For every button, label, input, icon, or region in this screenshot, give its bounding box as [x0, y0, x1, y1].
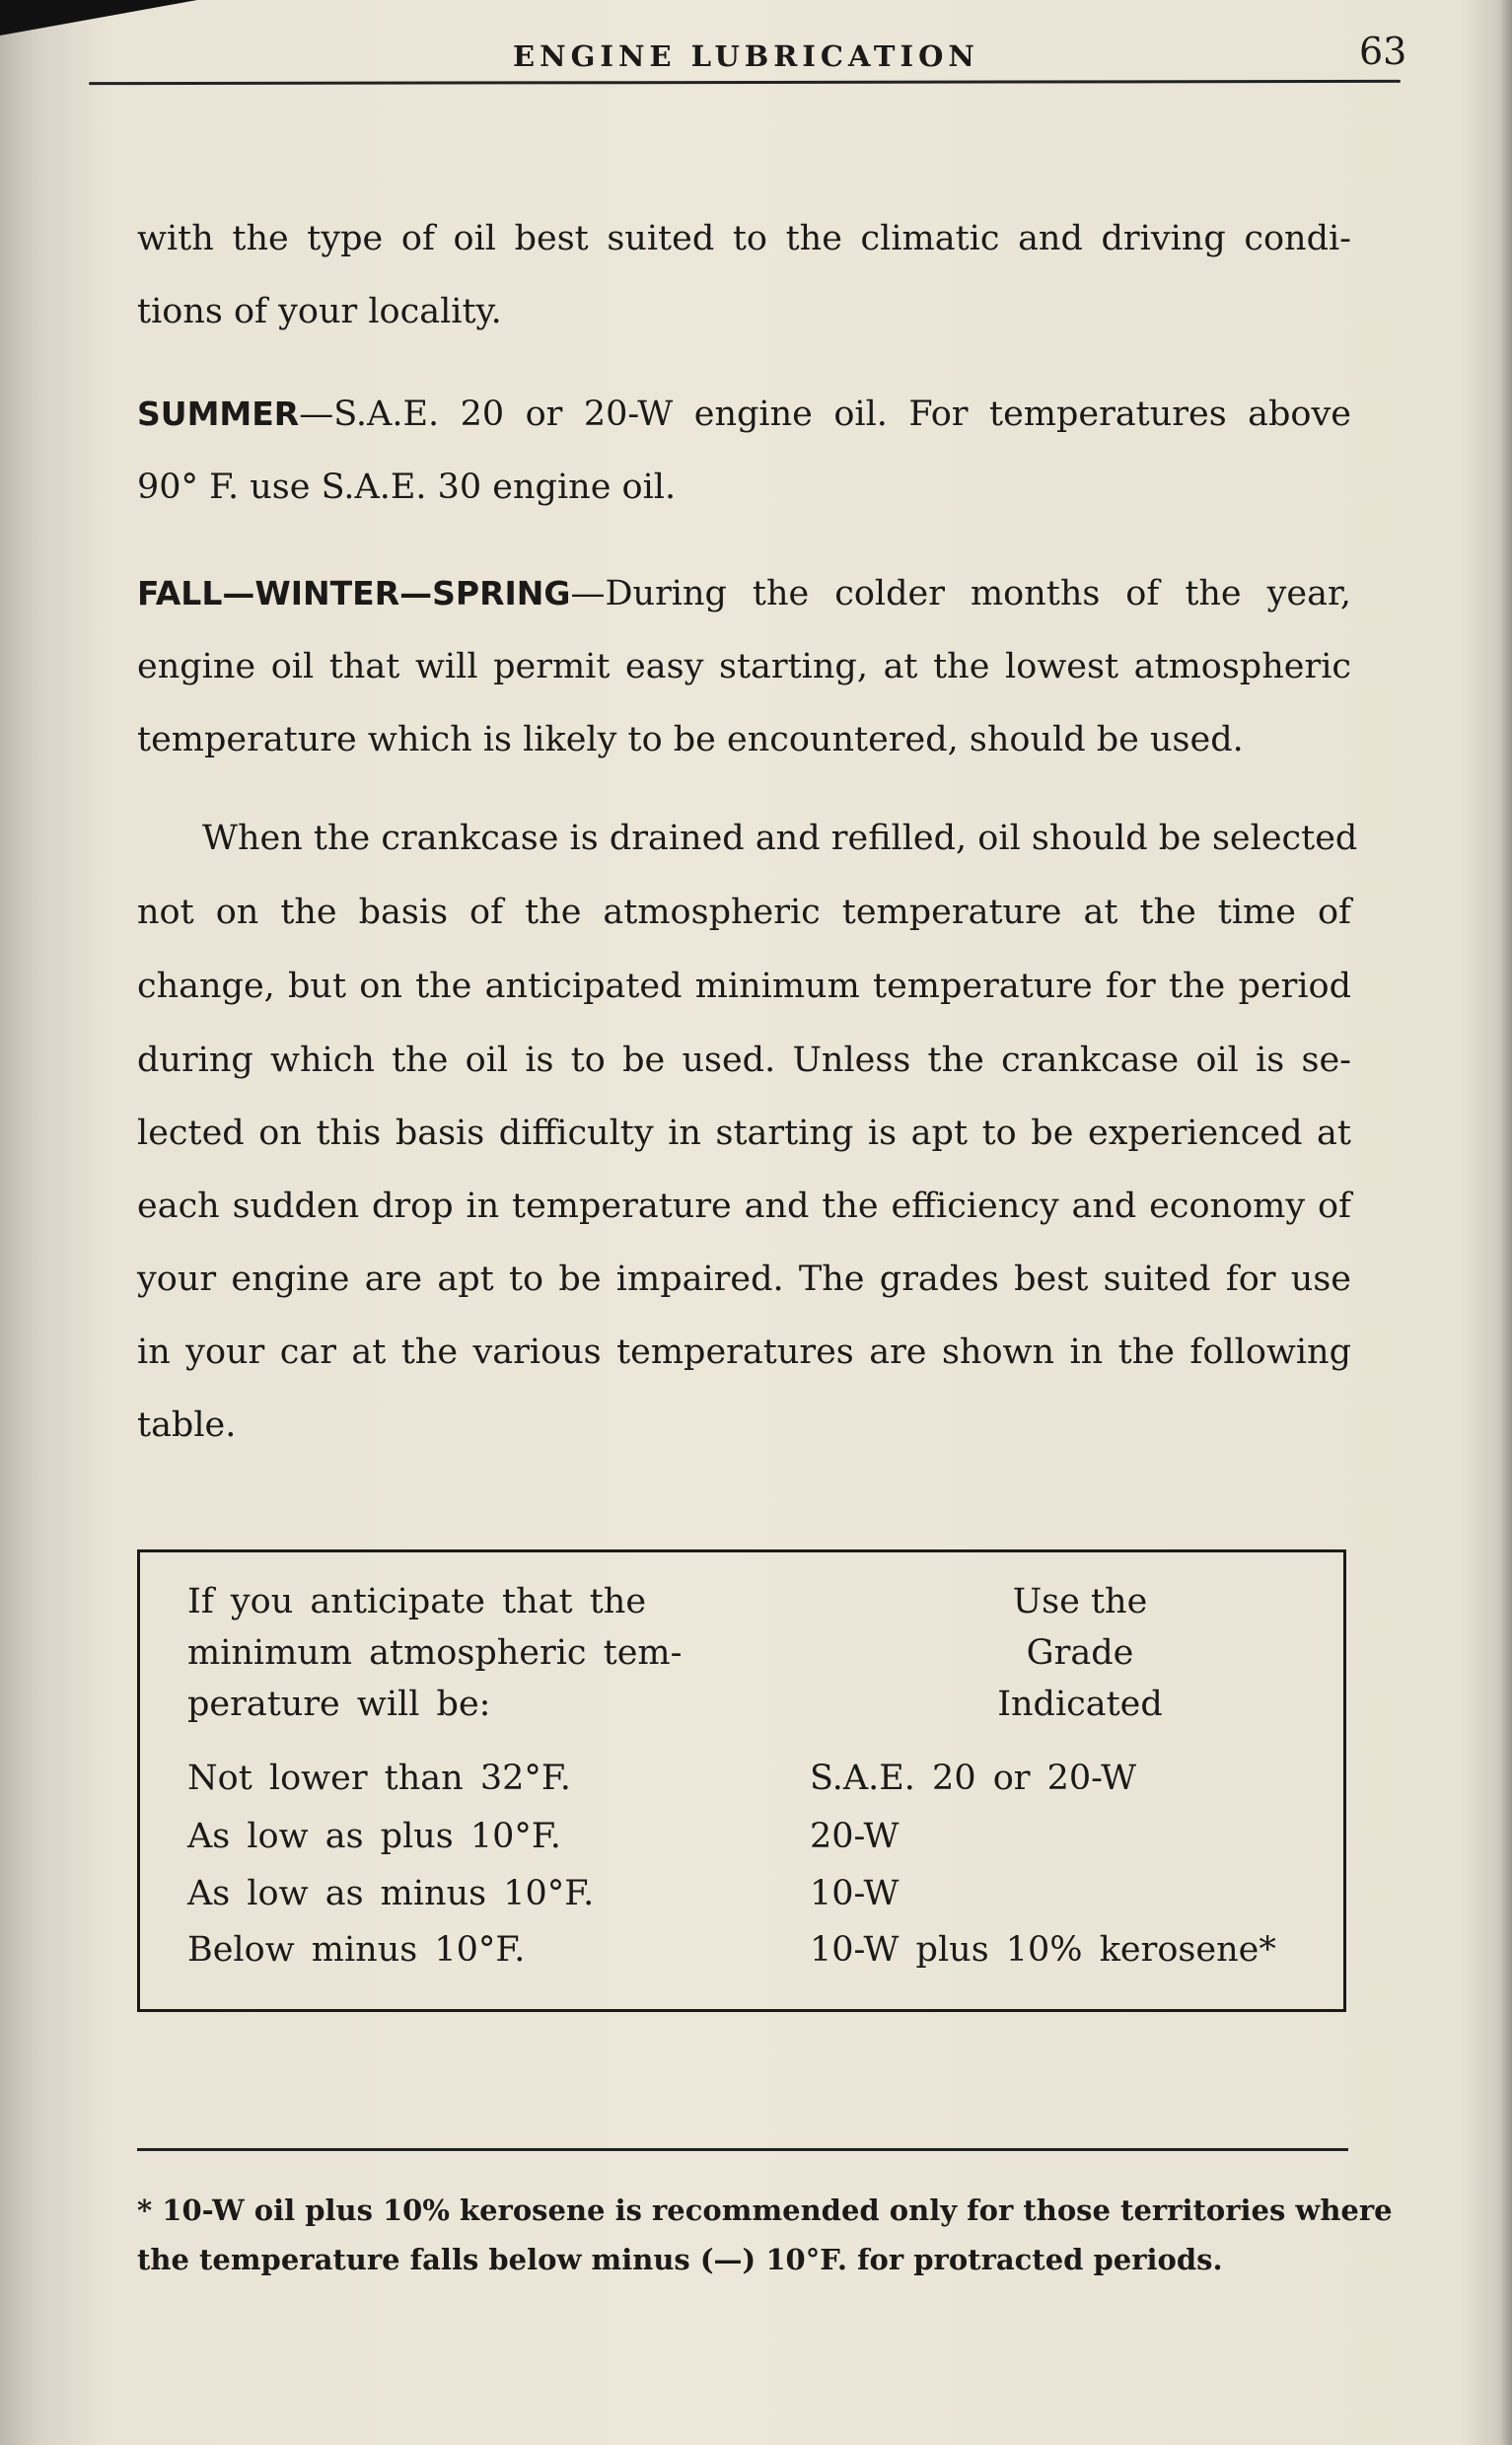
fall-line: engine oil that will permit easy starting, at the lowest atmospheric [137, 647, 1351, 686]
paragraph-line: in your car at the various temperatures are shown in the following [137, 1332, 1351, 1372]
footnote-line: the temperature falls below minus (—) 10°F. for protracted periods. [137, 2243, 1223, 2276]
table-right-header: Use the [1012, 1582, 1148, 1621]
fall-line [137, 574, 1351, 613]
summer-text: —S.A.E. 20 or 20-W engine oil. For temperatures above [299, 395, 1351, 434]
footnote-line: * 10-W oil plus 10% kerosene is recommended only for those territories where [137, 2193, 1393, 2227]
running-header: ENGINE LUBRICATION [513, 39, 979, 73]
paragraph-line: table. [137, 1405, 237, 1445]
table-left-header: minimum atmospheric tem- [187, 1633, 683, 1673]
page-number: 63 [1359, 30, 1407, 73]
paragraph-line: lected on this basis difficulty in starting is apt to be experienced at [137, 1114, 1351, 1153]
table-temp-cell: Not lower than 32°F. [187, 1759, 571, 1798]
table-right-header: Grade [1026, 1633, 1134, 1673]
table-temp-cell: As low as plus 10°F. [187, 1817, 561, 1856]
paragraph-line: each sudden drop in temperature and the efficiency and economy of [137, 1187, 1351, 1226]
table-grade-cell: 10-W [810, 1874, 900, 1913]
table-left-header: perature will be: [187, 1685, 491, 1724]
page-shadow [0, 0, 197, 36]
table-right-header: Indicated [997, 1685, 1163, 1724]
summer-line [137, 395, 1351, 434]
fall-line: temperature which is likely to be encountered, should be used. [137, 720, 1244, 759]
header-rule [89, 80, 1401, 85]
summer-line: 90° F. use S.A.E. 30 engine oil. [137, 467, 677, 507]
table-grade-cell: S.A.E. 20 or 20-W [810, 1759, 1137, 1798]
paragraph-line: When the crankcase is drained and refilled, oil should be selected [202, 819, 1358, 858]
fall-lead: FALL—WINTER—SPRING [137, 574, 571, 612]
footnote-rule [137, 2148, 1348, 2151]
paragraph-line: during which the oil is to be used. Unless the crankcase oil is se- [137, 1041, 1351, 1080]
table-grade-cell: 20-W [810, 1817, 900, 1856]
table-left-header: If you anticipate that the [187, 1582, 647, 1621]
paragraph-line: not on the basis of the atmospheric temperature at the time of [137, 893, 1351, 932]
table-grade-cell: 10-W plus 10% kerosene* [810, 1930, 1276, 1970]
table-temp-cell: Below minus 10°F. [187, 1930, 526, 1970]
paragraph-line: change, but on the anticipated minimum temperature for the period [137, 967, 1351, 1006]
summer-lead: SUMMER [137, 395, 300, 433]
table-temp-cell: As low as minus 10°F. [187, 1874, 595, 1913]
paragraph-line: your engine are apt to be impaired. The grades best suited for use [137, 1259, 1351, 1299]
fall-text: —During the colder months of the year, [570, 574, 1351, 613]
intro-line: with the type of oil best suited to the climatic and driving condi- [137, 219, 1351, 258]
intro-line: tions of your locality. [137, 292, 502, 331]
